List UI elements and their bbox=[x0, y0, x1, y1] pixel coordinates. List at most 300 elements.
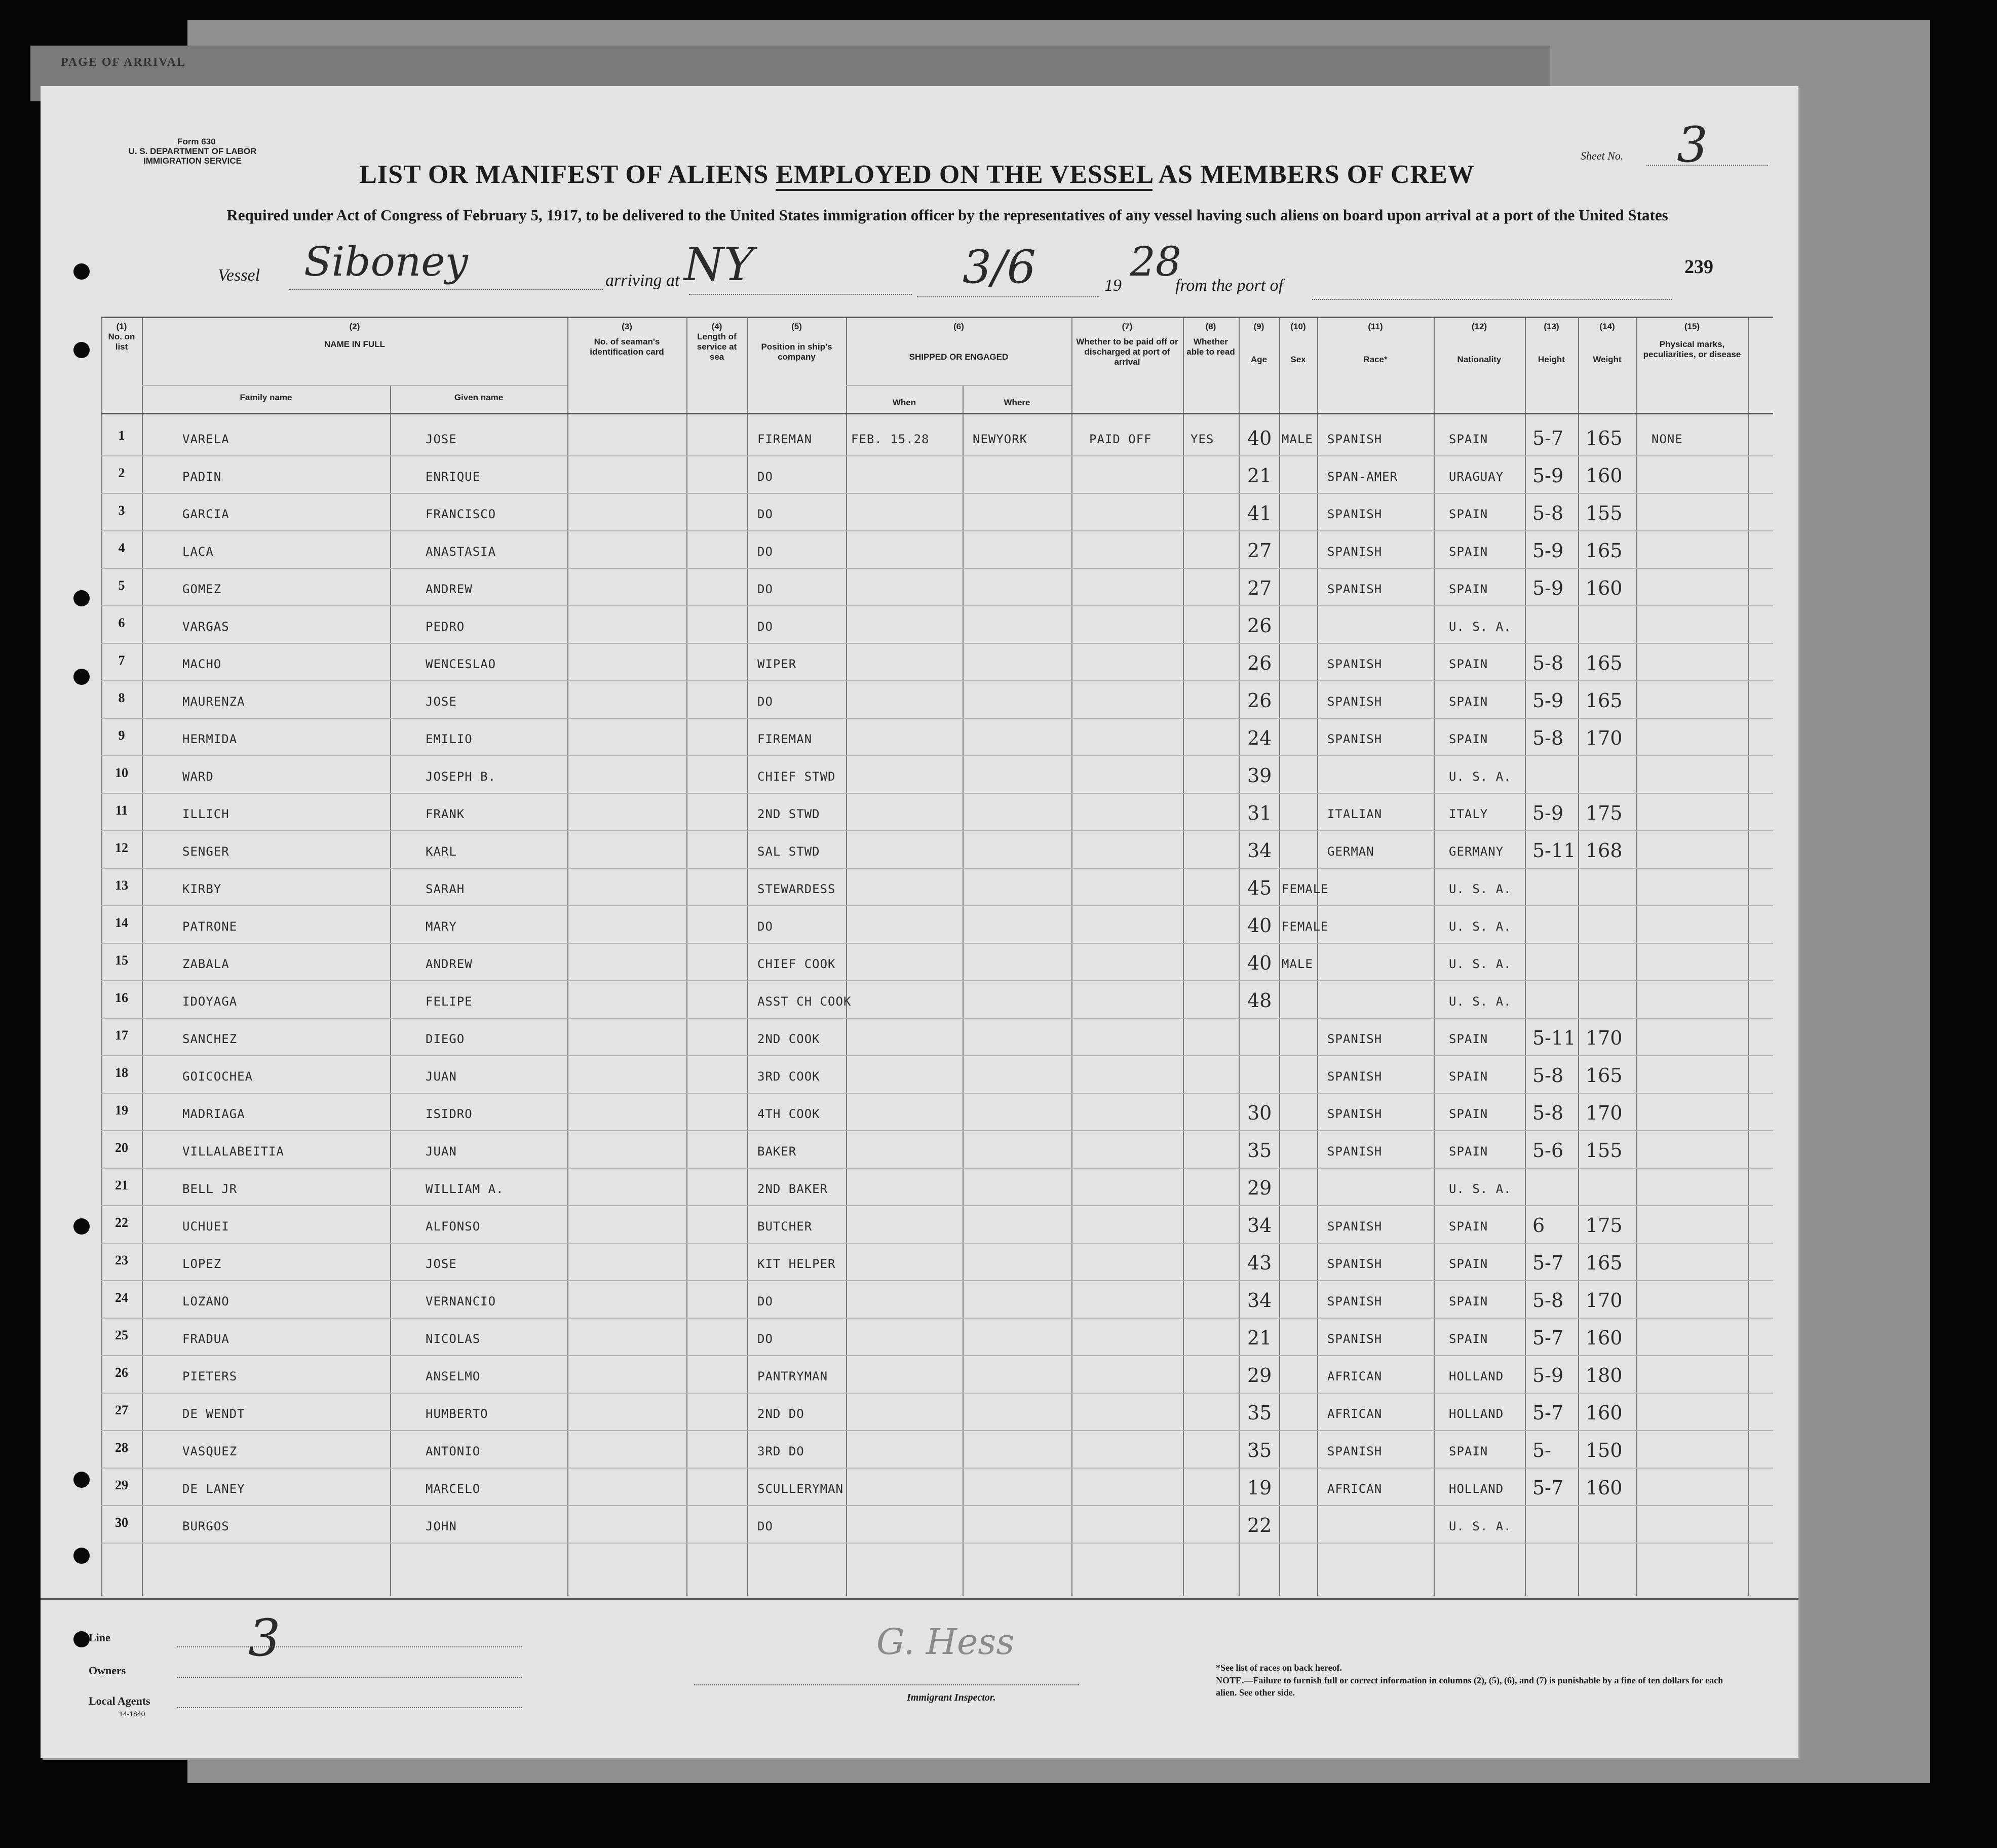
cell-race: SPANISH bbox=[1327, 545, 1382, 559]
cell-height: 5-8 bbox=[1532, 502, 1564, 524]
column-header: No. on list bbox=[108, 332, 135, 352]
cell-given: MARCELO bbox=[426, 1482, 481, 1496]
cell-position: FIREMAN bbox=[757, 732, 813, 746]
from-port-label: from the port of bbox=[1175, 276, 1284, 295]
row-number: 17 bbox=[115, 1028, 128, 1043]
cell-height: 5-9 bbox=[1532, 1364, 1564, 1387]
cell-nationality: U. S. A. bbox=[1449, 620, 1512, 634]
column-header: Weight bbox=[1593, 355, 1622, 364]
arrival-date: 3/6 bbox=[963, 241, 1036, 294]
cell-nationality: SPAIN bbox=[1449, 1219, 1488, 1234]
cell-position: 3RD DO bbox=[757, 1444, 804, 1458]
column-divider bbox=[1578, 317, 1579, 1596]
column-header: Whether to be paid off or discharged at port of arrival bbox=[1076, 337, 1178, 367]
sheet-number: 3 bbox=[1677, 117, 1708, 173]
column-divider bbox=[1239, 317, 1240, 1596]
column-header: Nationality bbox=[1457, 355, 1502, 364]
sheet-label: Sheet No. bbox=[1581, 149, 1624, 162]
column-header: No. of seaman's identification card bbox=[590, 337, 664, 357]
punch-hole bbox=[73, 1472, 90, 1488]
column-divider bbox=[1434, 317, 1435, 1596]
row-line bbox=[101, 1018, 1773, 1019]
cell-given: VERNANCIO bbox=[426, 1294, 496, 1308]
cell-height: 5-7 bbox=[1532, 1327, 1564, 1349]
cell-given: FRANCISCO bbox=[426, 507, 496, 521]
cell-height: 5-7 bbox=[1532, 1402, 1564, 1424]
cell-position: 4TH COOK bbox=[757, 1107, 820, 1121]
cell-nationality: SPAIN bbox=[1449, 1107, 1488, 1121]
cell-given: WILLIAM A. bbox=[426, 1182, 504, 1196]
row-number: 1 bbox=[118, 428, 125, 443]
cell-age: 34 bbox=[1247, 839, 1272, 862]
row-number: 22 bbox=[115, 1215, 128, 1230]
row-number: 2 bbox=[118, 466, 125, 480]
name-subdivider bbox=[390, 385, 391, 1596]
name-header-line bbox=[142, 385, 567, 386]
cell-race: AFRICAN bbox=[1327, 1369, 1382, 1383]
row-number: 9 bbox=[118, 728, 125, 743]
cell-given: JOSE bbox=[426, 695, 457, 709]
cell-height: 5-9 bbox=[1532, 540, 1564, 562]
row-line bbox=[101, 1393, 1773, 1394]
cell-nationality: HOLLAND bbox=[1449, 1369, 1504, 1383]
cell-given: ANDREW bbox=[426, 957, 473, 971]
cell-position: 2ND COOK bbox=[757, 1032, 820, 1046]
cell-height: 5- bbox=[1532, 1439, 1552, 1461]
cell-position: DO bbox=[757, 919, 773, 934]
cell-family: WARD bbox=[182, 769, 214, 784]
column-number: (11) bbox=[1368, 322, 1383, 331]
cell-age: 19 bbox=[1247, 1477, 1272, 1499]
cell-age: 40 bbox=[1247, 427, 1272, 449]
row-number: 27 bbox=[115, 1403, 128, 1417]
cell-family: GOMEZ bbox=[182, 582, 222, 596]
cell-age: 27 bbox=[1247, 540, 1272, 562]
punch-hole bbox=[73, 263, 90, 280]
row-number: 21 bbox=[115, 1178, 128, 1192]
cell-family: FRADUA bbox=[182, 1332, 229, 1346]
cell-race: SPANISH bbox=[1327, 1107, 1382, 1121]
column-divider bbox=[142, 317, 143, 1596]
footer-divider bbox=[41, 1598, 1798, 1600]
cell-given: HUMBERTO bbox=[426, 1407, 488, 1421]
cell-height: 5-7 bbox=[1532, 1477, 1564, 1499]
cell-given: PEDRO bbox=[426, 620, 465, 634]
row-line bbox=[101, 793, 1773, 794]
row-number: 15 bbox=[115, 953, 128, 968]
cell-weight: 170 bbox=[1586, 1289, 1623, 1312]
punch-hole bbox=[73, 342, 90, 358]
row-number: 4 bbox=[118, 541, 125, 555]
cell-nationality: HOLLAND bbox=[1449, 1482, 1504, 1496]
cell-weight: 160 bbox=[1586, 1402, 1623, 1424]
column-number: (4) bbox=[711, 322, 722, 331]
form-number: Form 630 bbox=[177, 137, 216, 146]
column-divider bbox=[747, 317, 748, 1596]
cell-family: VARELA bbox=[182, 432, 229, 446]
cell-position: FIREMAN bbox=[757, 432, 813, 446]
cell-position: 2ND STWD bbox=[757, 807, 820, 821]
cell-weight: 160 bbox=[1586, 1477, 1623, 1499]
column-number: (2) bbox=[349, 322, 360, 331]
cell-age: 35 bbox=[1247, 1402, 1272, 1424]
punch-hole bbox=[73, 590, 90, 606]
cell-family: KIRBY bbox=[182, 882, 222, 896]
cell-age: 30 bbox=[1247, 1102, 1272, 1124]
row-line bbox=[101, 1318, 1773, 1319]
header-top-line bbox=[101, 317, 1773, 318]
cell-race: SPANISH bbox=[1327, 1032, 1382, 1046]
row-number: 12 bbox=[115, 840, 128, 855]
cell-paid: PAID OFF bbox=[1089, 432, 1152, 446]
column-divider bbox=[1071, 317, 1072, 1596]
cell-race: AFRICAN bbox=[1327, 1482, 1382, 1496]
cell-given: WENCESLAO bbox=[426, 657, 496, 671]
row-number: 14 bbox=[115, 915, 128, 930]
cell-height: 5-8 bbox=[1532, 1102, 1564, 1124]
cell-nationality: SPAIN bbox=[1449, 1332, 1488, 1346]
row-line bbox=[101, 1205, 1773, 1206]
cell-age: 45 bbox=[1247, 877, 1272, 899]
cell-height: 5-6 bbox=[1532, 1139, 1564, 1162]
cell-nationality: SPAIN bbox=[1449, 582, 1488, 596]
cell-height: 5-8 bbox=[1532, 727, 1564, 749]
arriving-label: arriving at bbox=[605, 271, 680, 290]
cell-nationality: SPAIN bbox=[1449, 1032, 1488, 1046]
column-header: SHIPPED OR ENGAGED bbox=[909, 352, 1009, 362]
cell-weight: 170 bbox=[1586, 1027, 1623, 1049]
cell-when: FEB. 15.28 bbox=[851, 432, 930, 446]
vessel-line bbox=[289, 289, 603, 290]
cell-nationality: SPAIN bbox=[1449, 1444, 1488, 1458]
column-divider bbox=[846, 317, 847, 1596]
cell-race: SPANISH bbox=[1327, 1069, 1382, 1084]
cell-nationality: SPAIN bbox=[1449, 1144, 1488, 1159]
manifest-subtitle: Required under Act of Congress of February 5, 1917, to be delivered to the United States immigration officer by the representatives of any vessel having such aliens on board upon arrival at a port of the United States bbox=[226, 206, 1668, 224]
column-divider bbox=[1525, 317, 1526, 1596]
given-name-header: Given name bbox=[454, 393, 504, 402]
row-line bbox=[101, 493, 1773, 494]
cell-family: GARCIA bbox=[182, 507, 229, 521]
cell-nationality: ITALY bbox=[1449, 807, 1488, 821]
cell-given: NICOLAS bbox=[426, 1332, 481, 1346]
cell-given: JOSE bbox=[426, 432, 457, 446]
cell-height: 5-9 bbox=[1532, 802, 1564, 824]
row-line bbox=[101, 530, 1773, 531]
column-header: NAME IN FULL bbox=[324, 339, 385, 349]
local-agents-label: Local Agents bbox=[89, 1695, 150, 1707]
cell-nationality: U. S. A. bbox=[1449, 919, 1512, 934]
cell-given: ANASTASIA bbox=[426, 545, 496, 559]
cell-family: BELL JR bbox=[182, 1182, 238, 1196]
row-line bbox=[101, 1280, 1773, 1281]
cell-position: SCULLERYMAN bbox=[757, 1482, 843, 1496]
cell-age: 29 bbox=[1247, 1177, 1272, 1199]
row-number: 20 bbox=[115, 1140, 128, 1155]
cell-race: SPANISH bbox=[1327, 507, 1382, 521]
cell-family: ZABALA bbox=[182, 957, 229, 971]
agents-line bbox=[177, 1707, 522, 1708]
row-number: 25 bbox=[115, 1328, 128, 1342]
inspector-line bbox=[694, 1684, 1079, 1685]
vessel-value: Siboney bbox=[304, 238, 468, 285]
cell-race: SPANISH bbox=[1327, 695, 1382, 709]
cell-nationality: SPAIN bbox=[1449, 432, 1488, 446]
cell-weight: 175 bbox=[1586, 802, 1623, 824]
cell-race: SPANISH bbox=[1327, 1257, 1382, 1271]
cell-given: ISIDRO bbox=[426, 1107, 473, 1121]
cell-height: 5-11 bbox=[1532, 839, 1576, 862]
column-number: (6) bbox=[953, 322, 964, 331]
column-number: (10) bbox=[1290, 322, 1306, 331]
title-part1: LIST OR MANIFEST OF ALIENS bbox=[359, 160, 776, 189]
cell-position: SAL STWD bbox=[757, 844, 820, 859]
cell-race: SPANISH bbox=[1327, 1294, 1382, 1308]
cell-nationality: U. S. A. bbox=[1449, 957, 1512, 971]
service: IMMIGRATION SERVICE bbox=[143, 156, 242, 166]
shipped-subdivider bbox=[963, 385, 964, 1596]
cell-family: VASQUEZ bbox=[182, 1444, 238, 1458]
cell-age: 21 bbox=[1247, 1327, 1272, 1349]
cell-race: SPANISH bbox=[1327, 732, 1382, 746]
cell-given: SARAH bbox=[426, 882, 465, 896]
row-line bbox=[101, 830, 1773, 831]
cell-given: ANDREW bbox=[426, 582, 473, 596]
cell-position: 3RD COOK bbox=[757, 1069, 820, 1084]
family-name-header: Family name bbox=[240, 393, 292, 402]
cell-race: SPANISH bbox=[1327, 432, 1382, 446]
row-number: 28 bbox=[115, 1440, 128, 1455]
cell-sex: MALE bbox=[1282, 957, 1313, 971]
cell-given: MARY bbox=[426, 919, 457, 934]
row-number: 18 bbox=[115, 1065, 128, 1080]
cell-age: 35 bbox=[1247, 1139, 1272, 1162]
row-number: 30 bbox=[115, 1515, 128, 1530]
cell-weight: 165 bbox=[1586, 689, 1623, 712]
arriving-line bbox=[689, 294, 912, 295]
cell-given: ANTONIO bbox=[426, 1444, 481, 1458]
cell-given: EMILIO bbox=[426, 732, 473, 746]
cell-family: VARGAS bbox=[182, 620, 229, 634]
cell-family: GOICOCHEA bbox=[182, 1069, 253, 1084]
row-line bbox=[101, 680, 1773, 681]
row-line bbox=[101, 905, 1773, 906]
cell-age: 41 bbox=[1247, 502, 1272, 524]
cell-age: 26 bbox=[1247, 689, 1272, 712]
cell-position: DO bbox=[757, 582, 773, 596]
cell-weight: 168 bbox=[1586, 839, 1623, 862]
column-header: Age bbox=[1250, 355, 1268, 364]
cell-age: 26 bbox=[1247, 652, 1272, 674]
cell-nationality: U. S. A. bbox=[1449, 769, 1512, 784]
when-header: When bbox=[892, 398, 916, 407]
cell-race: SPANISH bbox=[1327, 1144, 1382, 1159]
row-number: 5 bbox=[118, 578, 125, 593]
cell-height: 5-8 bbox=[1532, 1064, 1564, 1087]
cell-age: 24 bbox=[1247, 727, 1272, 749]
cell-weight: 165 bbox=[1586, 1064, 1623, 1087]
title-underlined: EMPLOYED ON THE VESSEL bbox=[776, 160, 1153, 191]
cell-nationality: U. S. A. bbox=[1449, 1519, 1512, 1533]
cell-read: YES bbox=[1190, 432, 1214, 446]
row-number: 11 bbox=[115, 803, 128, 818]
cell-family: SENGER bbox=[182, 844, 229, 859]
row-number: 23 bbox=[115, 1253, 128, 1267]
cell-family: IDOYAGA bbox=[182, 994, 238, 1009]
header-bottom-line bbox=[101, 413, 1773, 414]
cell-nationality: SPAIN bbox=[1449, 695, 1488, 709]
cell-given: JOSE bbox=[426, 1257, 457, 1271]
row-number: 29 bbox=[115, 1478, 128, 1492]
cell-family: LOZANO bbox=[182, 1294, 229, 1308]
cell-given: DIEGO bbox=[426, 1032, 465, 1046]
row-line bbox=[101, 718, 1773, 719]
cell-race: SPANISH bbox=[1327, 1219, 1382, 1234]
cell-race: SPANISH bbox=[1327, 1444, 1382, 1458]
cell-nationality: U. S. A. bbox=[1449, 1182, 1512, 1196]
cell-position: DO bbox=[757, 545, 773, 559]
cell-position: DO bbox=[757, 470, 773, 484]
page-number: 239 bbox=[1684, 256, 1713, 278]
cell-family: PATRONE bbox=[182, 919, 238, 934]
cell-nationality: U. S. A. bbox=[1449, 994, 1512, 1009]
cell-age: 35 bbox=[1247, 1439, 1272, 1461]
cell-age: 40 bbox=[1247, 914, 1272, 937]
form-code: 14-1840 bbox=[119, 1710, 145, 1718]
row-line bbox=[101, 1130, 1773, 1131]
cell-weight: 150 bbox=[1586, 1439, 1623, 1461]
cell-position: 2ND DO bbox=[757, 1407, 804, 1421]
cell-family: BURGOS bbox=[182, 1519, 229, 1533]
cell-position: KIT HELPER bbox=[757, 1257, 836, 1271]
cell-height: 5-7 bbox=[1532, 1252, 1564, 1274]
cell-given: ANSELMO bbox=[426, 1369, 481, 1383]
vessel-label: Vessel bbox=[218, 266, 260, 285]
cell-weight: 155 bbox=[1586, 502, 1623, 524]
column-number: (14) bbox=[1599, 322, 1615, 331]
row-line bbox=[101, 1543, 1773, 1544]
row-line bbox=[101, 643, 1773, 644]
column-header: Whether able to read bbox=[1186, 337, 1235, 357]
year-prefix: 19 bbox=[1104, 276, 1122, 295]
column-divider bbox=[686, 317, 687, 1596]
column-number: (13) bbox=[1544, 322, 1559, 331]
column-header: Height bbox=[1538, 355, 1565, 364]
cell-nationality: SPAIN bbox=[1449, 732, 1488, 746]
year-value: 28 bbox=[1130, 238, 1181, 285]
column-number: (9) bbox=[1253, 322, 1264, 331]
row-line bbox=[101, 1243, 1773, 1244]
cell-family: PIETERS bbox=[182, 1369, 238, 1383]
cell-position: DO bbox=[757, 620, 773, 634]
cell-where: NEWYORK bbox=[973, 432, 1028, 446]
cell-race: SPAN-AMER bbox=[1327, 470, 1398, 484]
cell-height: 5-7 bbox=[1532, 427, 1564, 449]
column-number: (12) bbox=[1471, 322, 1487, 331]
row-number: 6 bbox=[118, 615, 125, 630]
column-header: Position in ship's company bbox=[761, 342, 832, 362]
where-header: Where bbox=[1004, 398, 1030, 407]
cell-weight: 160 bbox=[1586, 1327, 1623, 1349]
cell-height: 6 bbox=[1532, 1214, 1545, 1237]
cell-family: SANCHEZ bbox=[182, 1032, 238, 1046]
manifest-form bbox=[41, 86, 1798, 1758]
cell-age: 48 bbox=[1247, 989, 1272, 1012]
column-divider bbox=[1636, 317, 1637, 1596]
department: U. S. DEPARTMENT OF LABOR bbox=[128, 146, 257, 156]
cell-position: CHIEF COOK bbox=[757, 957, 836, 971]
row-line bbox=[101, 568, 1773, 569]
line-line bbox=[177, 1646, 522, 1647]
column-number: (7) bbox=[1122, 322, 1133, 331]
column-header: Physical marks, peculiarities, or disease bbox=[1643, 339, 1741, 359]
inspector-signature: G. Hess bbox=[876, 1621, 1015, 1663]
cell-position: ASST CH COOK bbox=[757, 994, 852, 1009]
cell-given: JUAN bbox=[426, 1069, 457, 1084]
cell-weight: 155 bbox=[1586, 1139, 1623, 1162]
cell-sex: FEMALE bbox=[1282, 882, 1329, 896]
cell-given: FELIPE bbox=[426, 994, 473, 1009]
cell-nationality: SPAIN bbox=[1449, 507, 1488, 521]
punch-hole bbox=[73, 1218, 90, 1235]
row-number: 7 bbox=[118, 653, 125, 668]
cell-race: SPANISH bbox=[1327, 657, 1382, 671]
column-number: (3) bbox=[622, 322, 632, 331]
row-line bbox=[101, 1355, 1773, 1356]
cell-family: PADIN bbox=[182, 470, 222, 484]
column-divider bbox=[101, 317, 102, 1596]
cell-sex: MALE bbox=[1282, 432, 1313, 446]
column-header: Race* bbox=[1363, 355, 1388, 364]
row-line bbox=[101, 868, 1773, 869]
column-number: (15) bbox=[1684, 322, 1700, 331]
column-number: (1) bbox=[116, 322, 127, 331]
punch-hole bbox=[73, 669, 90, 685]
cell-age: 29 bbox=[1247, 1364, 1272, 1387]
row-line bbox=[101, 1168, 1773, 1169]
row-number: 8 bbox=[118, 690, 125, 705]
row-line bbox=[101, 980, 1773, 981]
row-number: 10 bbox=[115, 765, 128, 780]
cell-nationality: SPAIN bbox=[1449, 1294, 1488, 1308]
cell-given: ALFONSO bbox=[426, 1219, 481, 1234]
cell-race: ITALIAN bbox=[1327, 807, 1382, 821]
column-divider bbox=[1183, 317, 1184, 1596]
from-port-line bbox=[1312, 299, 1672, 300]
cell-weight: 165 bbox=[1586, 427, 1623, 449]
row-number: 24 bbox=[115, 1290, 128, 1305]
cell-age: 22 bbox=[1247, 1514, 1272, 1536]
owners-label: Owners bbox=[89, 1664, 126, 1677]
cell-family: DE WENDT bbox=[182, 1407, 245, 1421]
column-number: (8) bbox=[1205, 322, 1216, 331]
cell-family: MACHO bbox=[182, 657, 222, 671]
column-divider bbox=[1279, 317, 1280, 1596]
cell-nationality: HOLLAND bbox=[1449, 1407, 1504, 1421]
row-number: 19 bbox=[115, 1103, 128, 1118]
cell-nationality: SPAIN bbox=[1449, 545, 1488, 559]
cell-marks: NONE bbox=[1652, 432, 1683, 446]
cell-race: SPANISH bbox=[1327, 1332, 1382, 1346]
cell-given: JOHN bbox=[426, 1519, 457, 1533]
cell-weight: 165 bbox=[1586, 1252, 1623, 1274]
cell-family: UCHUEI bbox=[182, 1219, 229, 1234]
cell-nationality: SPAIN bbox=[1449, 1257, 1488, 1271]
row-line bbox=[101, 1468, 1773, 1469]
cell-nationality: U. S. A. bbox=[1449, 882, 1512, 896]
cell-position: BAKER bbox=[757, 1144, 797, 1159]
cell-family: DE LANEY bbox=[182, 1482, 245, 1496]
